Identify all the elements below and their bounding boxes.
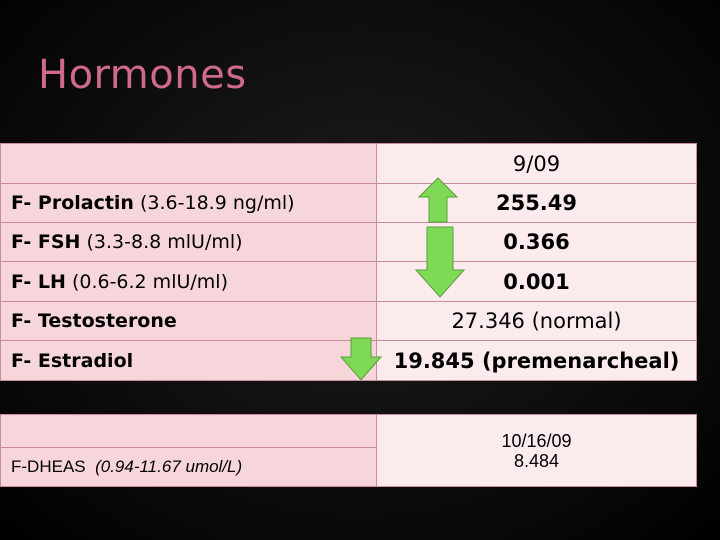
hormone-value: 0.001: [503, 269, 570, 294]
hormone-label-cell: [1, 302, 377, 341]
reference-range: (3.6-18.9 ng/ml): [133, 192, 295, 214]
table-row-testosterone: [1, 302, 697, 341]
hormone-value-cell: [377, 341, 697, 381]
slide-title: Hormones: [38, 52, 247, 98]
hormone-value: 8.484: [513, 450, 560, 471]
hormone-label-cell: [1, 341, 377, 381]
hormone-name: F- Estradiol: [11, 349, 134, 372]
hormone-name: F- Prolactin: [11, 192, 134, 214]
table-header-row: [1, 144, 697, 184]
hormone-label-cell: [1, 184, 377, 223]
header-date-cell: 9/09: [377, 144, 697, 184]
hormone-name: F- Testosterone: [11, 310, 177, 332]
table-header-row: [1, 415, 697, 448]
reference-range: (0.6-6.2 mlU/ml): [65, 270, 228, 293]
hormone-value: 27.346 (normal): [451, 309, 622, 333]
hormone-value-cell: [377, 302, 697, 341]
header-label-cell: [1, 415, 377, 448]
estradiol-down-arrow-icon: [340, 337, 382, 381]
hormone-value: 0.366: [503, 230, 570, 254]
hormone-name: F-DHEAS: [11, 457, 86, 476]
table-row-lh: [1, 262, 697, 302]
reference-range: (0.94-11.67 umol/L): [95, 457, 243, 476]
table-row-prolactin: [1, 184, 697, 223]
header-date: 10/16/09: [501, 430, 572, 451]
hormone-name: F- FSH: [11, 231, 81, 253]
hormone-name: F- LH: [11, 270, 66, 293]
hormone-table-10-16-09: [0, 414, 697, 487]
prolactin-up-arrow-icon: [418, 177, 458, 223]
reference-range: (3.3-8.8 mlU/ml): [80, 231, 243, 253]
fsh-down-arrow-icon: [415, 226, 465, 298]
hormone-value: 19.845 (premenarcheal): [393, 348, 680, 373]
hormone-label-cell: [1, 448, 377, 487]
table-row-fsh: [1, 223, 697, 262]
hormone-label-cell: [1, 262, 377, 302]
dheas-value-cell: [377, 415, 697, 487]
hormone-label-cell: [1, 223, 377, 262]
hormone-value: 255.49: [495, 191, 578, 215]
header-label-cell: [1, 144, 377, 184]
